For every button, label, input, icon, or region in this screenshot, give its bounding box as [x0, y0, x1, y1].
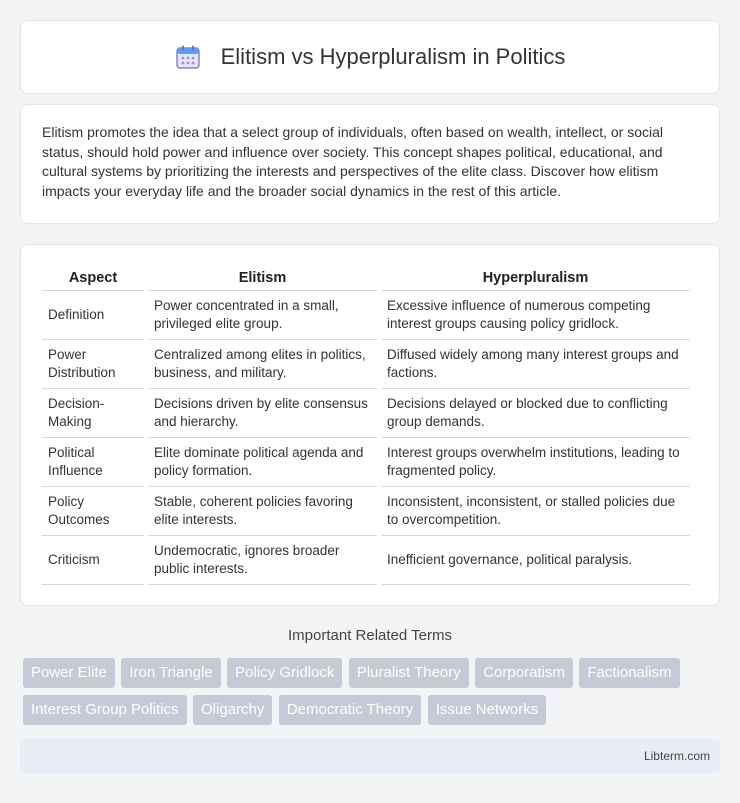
cell-hyperpluralism: Decisions delayed or blocked due to conflicting group demands.	[381, 389, 690, 438]
cell-aspect: Power Distribution	[42, 340, 144, 389]
tag-interest-group-politics[interactable]: Interest Group Politics	[23, 695, 187, 725]
table-row	[42, 487, 690, 536]
tag-factionalism[interactable]: Factionalism	[579, 658, 679, 688]
tag-oligarchy[interactable]: Oligarchy	[193, 695, 272, 725]
tag-corporatism[interactable]: Corporatism	[475, 658, 573, 688]
table-row	[42, 536, 690, 585]
cell-elitism: Undemocratic, ignores broader public interests.	[148, 536, 377, 585]
cell-aspect: Political Influence	[42, 438, 144, 487]
cell-hyperpluralism: Interest groups overwhelm institutions, leading to fragmented policy.	[381, 438, 690, 487]
tag-iron-triangle[interactable]: Iron Triangle	[121, 658, 220, 688]
tag-policy-gridlock[interactable]: Policy Gridlock	[227, 658, 342, 688]
cell-aspect: Policy Outcomes	[42, 487, 144, 536]
header-hyperpluralism: Hyperpluralism	[381, 265, 690, 291]
related-terms-list	[23, 658, 723, 732]
cell-elitism: Stable, coherent policies favoring elite interests.	[148, 487, 377, 536]
intro-card	[20, 104, 720, 224]
cell-hyperpluralism: Diffused widely among many interest groups and factions.	[381, 340, 690, 389]
header-elitism: Elitism	[148, 265, 377, 291]
table-row	[42, 340, 690, 389]
cell-elitism: Centralized among elites in politics, business, and military.	[148, 340, 377, 389]
header-aspect: Aspect	[42, 265, 144, 291]
tag-pluralist-theory[interactable]: Pluralist Theory	[349, 658, 469, 688]
tag-power-elite[interactable]: Power Elite	[23, 658, 115, 688]
cell-elitism: Power concentrated in a small, privileged elite group.	[148, 291, 377, 340]
comparison-table	[38, 265, 694, 585]
cell-hyperpluralism: Inefficient governance, political paralysis.	[381, 536, 690, 585]
footer	[20, 739, 720, 773]
cell-aspect: Definition	[42, 291, 144, 340]
table-header-row	[42, 265, 690, 291]
intro-text: Elitism promotes the idea that a select group of individuals, often based on wealth, intellect, or social status, should hold power and influence over society. This concept shapes political, educational, and cultural systems by prioritizing the interests and perspectives of the elite class. Discover how elitism impacts your everyday life and the broader social dynamics in the rest of this article.	[42, 124, 664, 199]
header-card	[20, 20, 720, 94]
cell-aspect: Decision-Making	[42, 389, 144, 438]
table-row	[42, 389, 690, 438]
calendar-icon	[175, 44, 201, 70]
comparison-card	[20, 244, 720, 606]
tag-democratic-theory[interactable]: Democratic Theory	[279, 695, 421, 725]
cell-hyperpluralism: Inconsistent, inconsistent, or stalled policies due to overcompetition.	[381, 487, 690, 536]
cell-elitism: Decisions driven by elite consensus and hierarchy.	[148, 389, 377, 438]
tag-issue-networks[interactable]: Issue Networks	[428, 695, 547, 725]
table-row	[42, 438, 690, 487]
cell-elitism: Elite dominate political agenda and policy formation.	[148, 438, 377, 487]
related-terms-title: Important Related Terms	[288, 627, 452, 644]
cell-hyperpluralism: Excessive influence of numerous competing interest groups causing policy gridlock.	[381, 291, 690, 340]
page-title: Elitism vs Hyperpluralism in Politics	[220, 44, 566, 69]
table-row	[42, 291, 690, 340]
footer-site-link[interactable]: Libterm.com	[643, 749, 710, 763]
cell-aspect: Criticism	[42, 536, 144, 585]
